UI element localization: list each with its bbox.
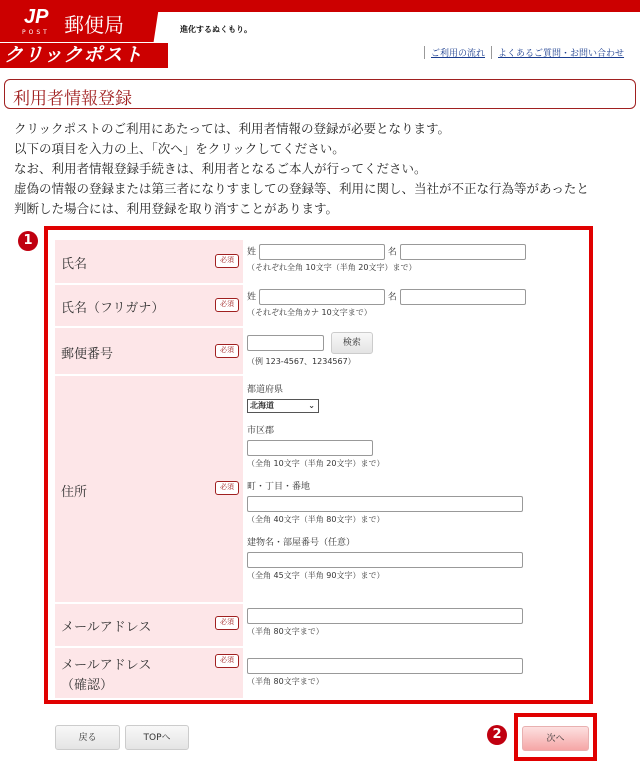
tagline: 進化するぬくもり。 xyxy=(180,25,252,34)
city-note: （全角 10文字（半角 20文字）まで） xyxy=(247,459,385,468)
next-button[interactable]: 次へ xyxy=(522,726,589,751)
email-confirm-label: メールアドレス xyxy=(61,658,152,673)
org-name: 郵便局 xyxy=(64,13,124,37)
last-name-input[interactable] xyxy=(259,244,385,260)
row-name xyxy=(55,240,585,285)
row-kana xyxy=(55,285,585,328)
building-input[interactable] xyxy=(247,552,523,568)
post-logo-text: POST xyxy=(22,29,50,36)
city-input[interactable] xyxy=(247,440,373,456)
town-note: （全角 40文字（半角 80文字）まで） xyxy=(247,515,385,524)
intro-line: 判断した場合には、利用登録を取り消すことがあります。 xyxy=(14,201,339,216)
faq-link[interactable]: よくあるご質問・お問い合わせ xyxy=(491,46,624,59)
annotation-badge-2: 2 xyxy=(487,725,507,745)
address-label: 住所 xyxy=(61,485,88,500)
header-links xyxy=(424,46,624,59)
required-badge: 必須 xyxy=(215,254,239,268)
intro-line: なお、利用者情報登録手続きは、利用者となるご本人が行ってください。 xyxy=(14,161,427,176)
row-email-confirm xyxy=(55,648,585,698)
row-address xyxy=(55,376,585,604)
intro-text xyxy=(14,119,589,219)
email-input[interactable] xyxy=(247,608,523,624)
mei-label: 名 xyxy=(387,292,397,303)
city-label: 市区郡 xyxy=(247,426,275,436)
required-badge: 必須 xyxy=(215,344,239,358)
required-badge: 必須 xyxy=(215,481,239,495)
name-note: （それぞれ全角 10文字（半角 20文字）まで） xyxy=(247,263,417,272)
required-badge: 必須 xyxy=(215,654,239,668)
last-name-kana-input[interactable] xyxy=(259,289,385,305)
email-confirm-label-sub: （確認） xyxy=(61,678,114,693)
page-title: 利用者情報登録 xyxy=(4,79,636,109)
back-button[interactable]: 戻る xyxy=(55,725,120,750)
name-label: 氏名 xyxy=(61,257,88,272)
intro-line: 虚偽の情報の登録または第三者になりすましての登録等、利用に関し、当社が不正な行為等があったと xyxy=(14,181,589,196)
pref-label: 都道府県 xyxy=(247,385,284,395)
zip-input[interactable] xyxy=(247,335,324,351)
row-zip xyxy=(55,328,585,376)
first-name-kana-input[interactable] xyxy=(400,289,526,305)
building-label: 建物名・部屋番号（任意） xyxy=(247,538,356,548)
town-label: 町・丁目・番地 xyxy=(247,482,311,492)
top-button[interactable]: TOPへ xyxy=(125,725,189,750)
kana-label: 氏名（フリガナ） xyxy=(61,301,165,316)
email-confirm-input[interactable] xyxy=(247,658,523,674)
email-note: （半角 80文字まで） xyxy=(247,627,324,636)
row-email xyxy=(55,604,585,648)
jp-logo: JP xyxy=(24,6,49,28)
required-badge: 必須 xyxy=(215,616,239,630)
sei-label: 姓 xyxy=(247,247,257,258)
chevron-down-icon: ⌄ xyxy=(308,401,315,410)
prefecture-select[interactable] xyxy=(247,399,319,413)
clickpost-logo[interactable]: クリックポスト xyxy=(0,43,168,68)
email-confirm-note: （半角 80文字まで） xyxy=(247,677,324,686)
town-input[interactable] xyxy=(247,496,523,512)
first-name-input[interactable] xyxy=(400,244,526,260)
email-label: メールアドレス xyxy=(61,620,152,635)
intro-line: クリックポストのご利用にあたっては、利用者情報の登録が必要となります。 xyxy=(14,121,451,136)
building-note: （全角 45文字（半角 90文字）まで） xyxy=(247,571,385,580)
annotation-badge-1: 1 xyxy=(18,231,38,251)
zip-search-button[interactable]: 検索 xyxy=(331,332,373,354)
zip-note: （例 123-4567、1234567） xyxy=(247,357,356,366)
sei-label: 姓 xyxy=(247,292,257,303)
zip-label: 郵便番号 xyxy=(61,347,114,362)
prefecture-value: 北海道 xyxy=(250,401,274,410)
intro-line: 以下の項目を入力の上、「次へ」をクリックしてください。 xyxy=(14,141,345,156)
required-badge: 必須 xyxy=(215,298,239,312)
kana-note: （それぞれ全角カナ 10文字まで） xyxy=(247,308,372,317)
usage-flow-link[interactable]: ご利用の流れ xyxy=(424,46,485,59)
mei-label: 名 xyxy=(387,247,397,258)
